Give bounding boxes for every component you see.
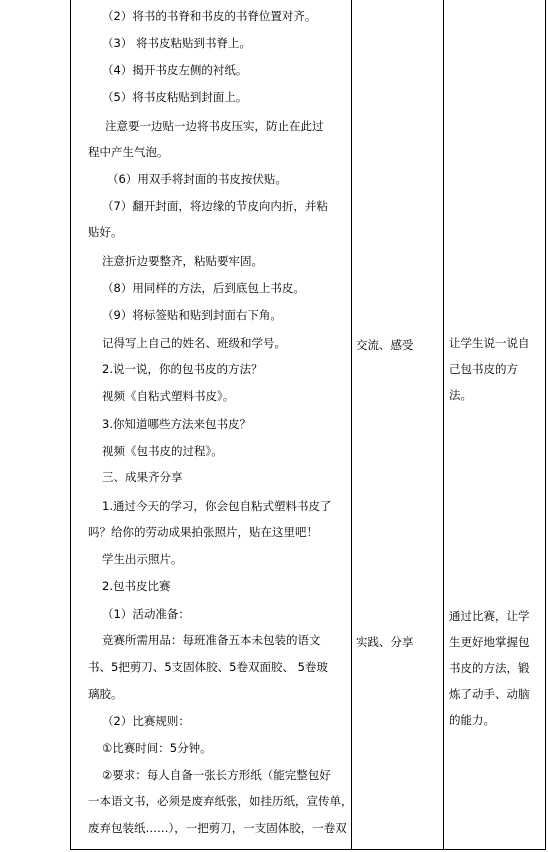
content-line: ②要求：每人自备一张长方形纸（能完整包好 xyxy=(102,768,331,782)
content-line: （8）用同样的方法，后到底包上书皮。 xyxy=(102,281,305,295)
content-line: （6）用双手将封面的书皮按伏贴。 xyxy=(107,172,287,186)
content-line: 吗？给你的劳动成果拍张照片，贴在这里吧！ xyxy=(88,525,318,539)
content-line: （5）将书皮粘贴到封面上。 xyxy=(102,90,248,104)
intent-line: 的能力。 xyxy=(449,713,495,727)
content-line: 学生出示照片。 xyxy=(102,552,183,566)
content-line: （2）将书的书脊和书皮的书脊位置对齐。 xyxy=(102,9,317,23)
content-line: 1.通过今天的学习，你会包自粘式塑料书皮了 xyxy=(102,499,332,513)
section-heading: 三、成果齐分享 xyxy=(102,470,183,484)
activity-cell-2: 实践、分享 xyxy=(356,635,414,649)
intent-cell-2 xyxy=(449,603,543,733)
content-line: （7）翻开封面，将边缘的节皮向内折，并粘 xyxy=(102,199,328,213)
content-line: 记得写上自己的姓名、班级和学号。 xyxy=(102,336,286,350)
content-line: 贴好。 xyxy=(88,225,123,239)
intent-line: 炼了动手、动脑 xyxy=(449,687,530,701)
content-line: ①比赛时间：5分钟。 xyxy=(102,741,212,755)
table-border-col2 xyxy=(443,0,444,849)
content-line: 书、5把剪刀、5支固体胶、5卷双面胶、 5卷玻 xyxy=(88,660,328,674)
content-line: 2.包书皮比赛 xyxy=(102,579,171,593)
intent-line: 让学生说一说自 xyxy=(449,336,530,350)
content-line: （3） 将书皮粘贴到书脊上。 xyxy=(102,36,251,50)
content-line: 视频《自粘式塑料书皮》。 xyxy=(102,389,235,403)
content-line: （4）揭开书皮左侧的衬纸。 xyxy=(102,63,248,77)
content-line: 注意折边要整齐，粘贴要牢固。 xyxy=(102,254,263,268)
table-border-left xyxy=(70,0,71,849)
content-line: 一本语文书，必须是废弃纸张，如挂历纸，宣传单， xyxy=(88,794,353,808)
content-line: 2.说一说，你的包书皮的方法？ xyxy=(102,362,263,376)
content-line: 程中产生气泡。 xyxy=(88,145,169,159)
intent-cell-1 xyxy=(449,330,543,408)
content-line: 注意要一边贴一边将书皮压实，防止在此过 xyxy=(105,119,324,133)
content-line: 竞赛所需用品：每班准备五本未包装的语文 xyxy=(102,633,321,647)
content-line: （9）将标签贴和贴到封面右下角。 xyxy=(102,308,282,322)
content-line: 视频《包书皮的过程》。 xyxy=(102,444,223,458)
content-line: 璃胶。 xyxy=(88,687,123,701)
intent-line: 法。 xyxy=(449,388,472,402)
content-line: （2）比赛规则： xyxy=(102,714,190,728)
intent-line: 己包书皮的方 xyxy=(449,362,518,376)
table-border-right xyxy=(545,0,546,849)
content-line: 废弃包装纸……），一把剪刀，一支固体胶，一卷双 xyxy=(88,821,347,835)
intent-line: 通过比赛，让学 xyxy=(449,609,530,623)
content-line: （1）活动准备： xyxy=(102,607,190,621)
activity-cell-1: 交流、感受 xyxy=(356,338,414,352)
table-border-col1 xyxy=(351,0,352,849)
table-border-bottom xyxy=(70,849,546,850)
intent-line: 生更好地掌握包 xyxy=(449,635,530,649)
content-line: 3.你知道哪些方法来包书皮？ xyxy=(102,417,251,431)
intent-line: 书皮的方法，锻 xyxy=(449,661,530,675)
